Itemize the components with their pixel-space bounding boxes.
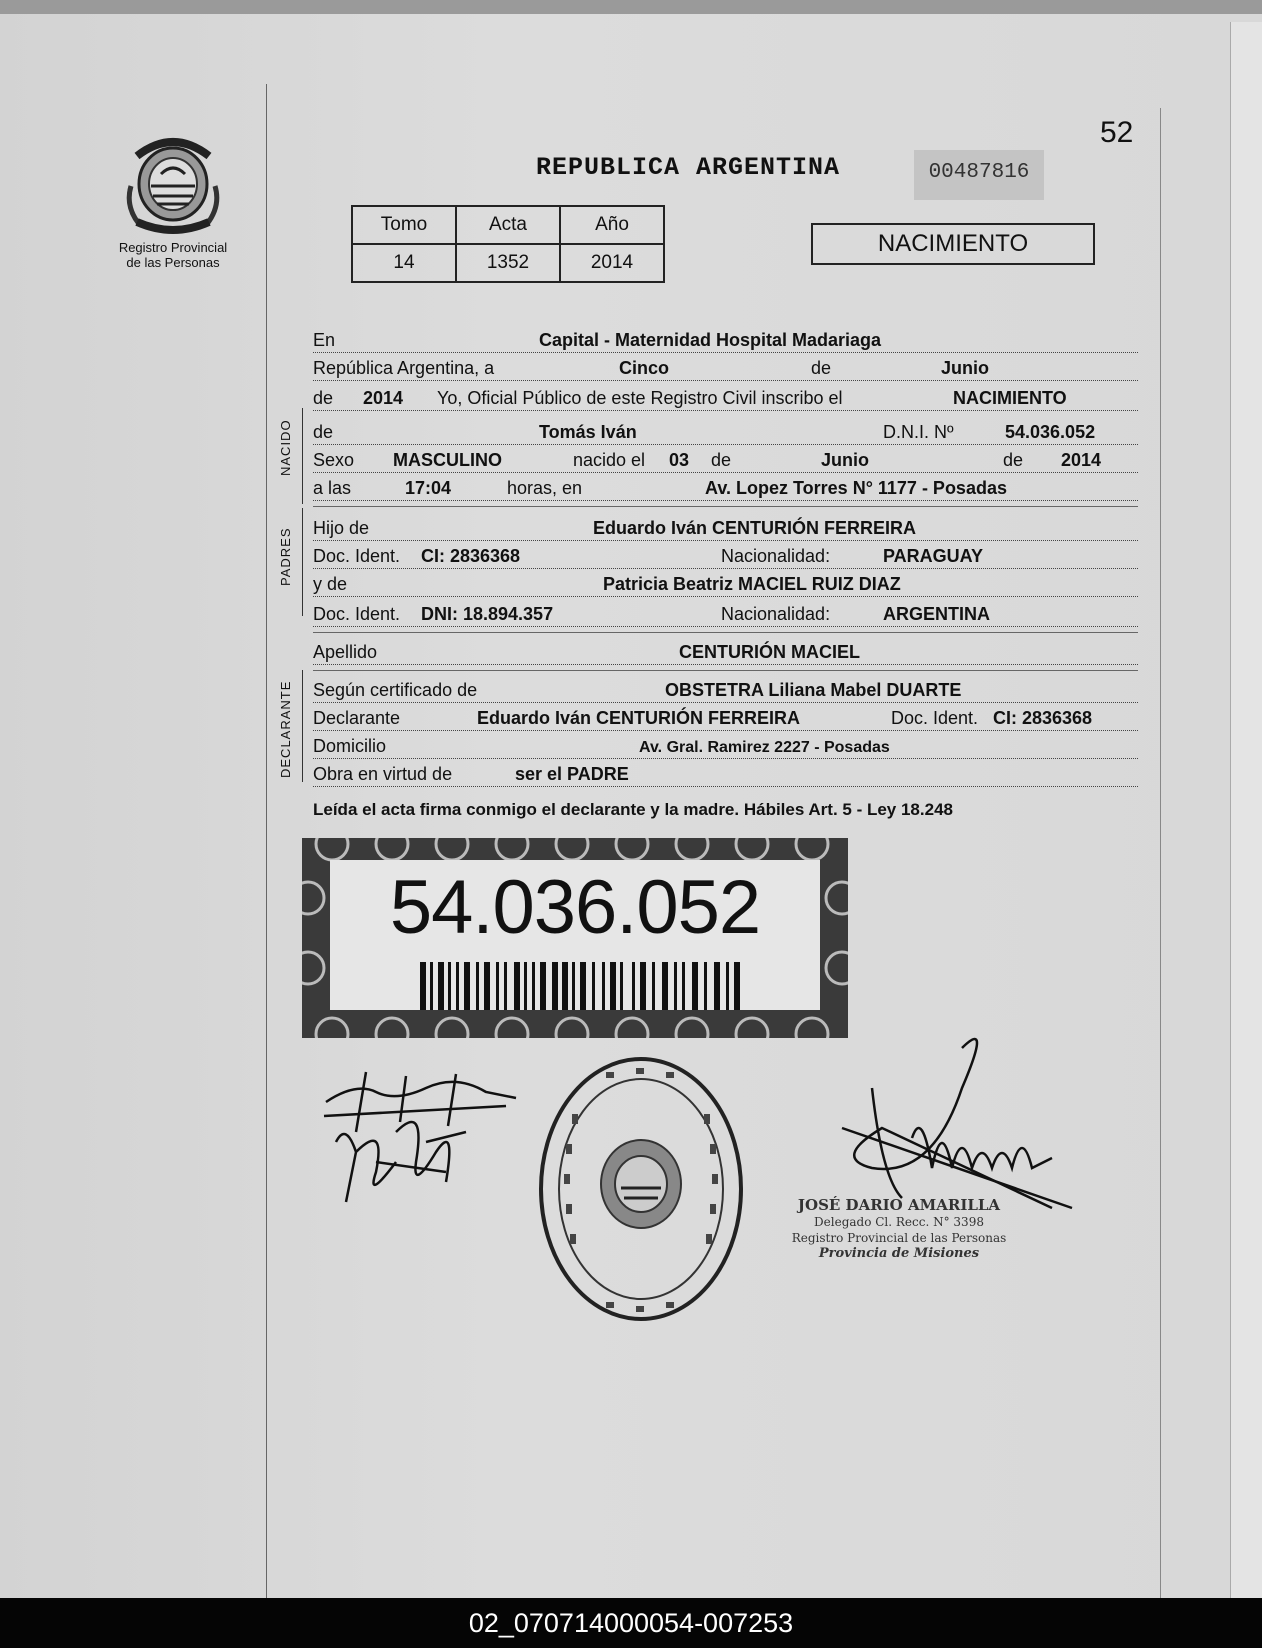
mother-value: Patricia Beatriz MACIEL RUIZ DIAZ: [603, 574, 901, 594]
official-stamp: [536, 1054, 746, 1324]
official-office: Registro Provincial de las Personas: [791, 1231, 1007, 1245]
section-label-declarante: DECLARANTE: [278, 680, 293, 778]
domicilio-label: Domicilio: [313, 736, 387, 756]
declarante-label: Declarante: [313, 708, 401, 728]
de-label: de: [811, 358, 832, 378]
id-number-sticker: [302, 838, 848, 1038]
official-signature: [812, 1028, 1092, 1218]
a-las-label: a las: [313, 478, 352, 498]
obra-value: ser el PADRE: [515, 764, 629, 784]
form-row-time: [313, 474, 1138, 501]
section-label-padres: PADRES: [278, 527, 293, 586]
form-row-sex: [313, 446, 1138, 473]
form-row-date: [313, 354, 1138, 381]
de-label-3: de: [1003, 450, 1024, 470]
de-label-2: de: [711, 450, 732, 470]
apellido-label: Apellido: [313, 642, 378, 662]
section-bracket-padres: [302, 508, 303, 616]
doc-label-mother: Doc. Ident.: [313, 604, 401, 624]
nationality-label-mother: Nacionalidad:: [721, 604, 831, 624]
sexo-value: MASCULINO: [393, 450, 502, 470]
surname-value: CENTURIÓN MACIEL: [679, 642, 860, 662]
father-doc-value: CI: 2836368: [421, 546, 521, 566]
month-value: Junio: [941, 358, 989, 378]
y-de-label: y de: [313, 574, 348, 594]
register-value-acta: 1352: [456, 244, 560, 282]
inscribed-value: NACIMIENTO: [953, 388, 1067, 408]
register-table: [351, 205, 665, 283]
form-row-surname: [313, 638, 1138, 665]
register-header-acta: Acta: [456, 206, 560, 244]
name-label: de: [313, 422, 334, 442]
margin-line-left: [266, 84, 267, 1598]
father-nationality-value: PARAGUAY: [883, 546, 984, 566]
official-name-stamp: [764, 1196, 1034, 1261]
form-row-mother: [313, 570, 1138, 597]
form-row-certificate: [313, 676, 1138, 703]
form-row-place: [313, 326, 1138, 353]
form-row-father: [313, 514, 1138, 541]
separator-1: [313, 506, 1138, 507]
horas-label: horas, en: [507, 478, 583, 498]
official-name: JOSÉ DARIO AMARILLA: [797, 1196, 1001, 1214]
republica-label: República Argentina, a: [313, 358, 495, 378]
record-type-box: NACIMIENTO: [811, 223, 1095, 265]
time-value: 17:04: [405, 478, 452, 498]
place-value: Capital - Maternidad Hospital Madariaga: [539, 330, 882, 350]
section-bracket-declarante: [302, 670, 303, 782]
declarant-value: Eduardo Iván CENTURIÓN FERREIRA: [477, 708, 801, 728]
province-logo: [118, 126, 228, 270]
certificate-value: OBSTETRA Liliana Mabel DUARTE: [665, 680, 962, 700]
section-label-nacido: NACIDO: [278, 419, 293, 476]
serial-number: 00487816: [914, 150, 1044, 200]
year-value: 2014: [363, 388, 404, 408]
declarant-doc-value: CI: 2836368: [993, 708, 1093, 728]
doc-label-declarant: Doc. Ident.: [891, 708, 979, 728]
form-row-address: [313, 732, 1138, 759]
nacido-label: nacido el: [573, 450, 646, 470]
hijo-label: Hijo de: [313, 518, 370, 538]
birth-year-value: 2014: [1061, 450, 1102, 470]
sticker-id-number: 54.036.052: [389, 865, 761, 950]
barcode-icon: [420, 962, 740, 1010]
margin-line-right: [1160, 108, 1161, 1598]
birth-place-value: Av. Lopez Torres N° 1177 - Posadas: [705, 478, 1007, 498]
official-province: Provincia de Misiones: [818, 1246, 980, 1261]
doc-label: Doc. Ident.: [313, 546, 401, 566]
certificate-label: Según certificado de: [313, 680, 478, 700]
obra-label: Obra en virtud de: [313, 764, 453, 784]
file-code-bar: 02_070714000054-007253: [0, 1598, 1262, 1648]
register-value-tomo: 14: [352, 244, 456, 282]
form-row-inscription: [313, 384, 1138, 411]
declarant-signature: [316, 1062, 526, 1212]
official-role: Delegado Cl. Recc. N° 3398: [814, 1215, 984, 1229]
closing-statement: Leída el acta firma conmigo el declarante y la madre. Hábiles Art. 5 - Ley 18.248: [313, 800, 953, 819]
birth-month-value: Junio: [821, 450, 869, 470]
scan-top-edge: [0, 0, 1262, 14]
address-value: Av. Gral. Ramirez 2227 - Posadas: [639, 739, 890, 756]
en-label: En: [313, 330, 336, 350]
section-bracket-nacido: [302, 408, 303, 504]
page-number: 52: [1100, 116, 1134, 149]
form-row-name: [313, 418, 1138, 445]
office-caption: [118, 240, 228, 270]
office-caption-line-1: Registro Provincial: [118, 240, 228, 255]
form-row-declarant: [313, 704, 1138, 731]
register-header-tomo: Tomo: [352, 206, 456, 244]
document-title: REPUBLICA ARGENTINA: [536, 153, 841, 182]
mother-nationality-value: ARGENTINA: [883, 604, 990, 624]
dni-label: D.N.I. Nº: [883, 422, 954, 442]
separator-2: [313, 632, 1138, 633]
name-value: Tomás Iván: [539, 422, 637, 442]
birth-day-value: 03: [669, 450, 690, 470]
father-value: Eduardo Iván CENTURIÓN FERREIRA: [593, 518, 917, 538]
register-value-ano: 2014: [560, 244, 664, 282]
de-label-year: de: [313, 388, 334, 408]
form-row-obra: [313, 760, 1138, 787]
sticker-label-area: [330, 860, 820, 1010]
yo-text: Yo, Oficial Público de este Registro Civil inscribo el: [437, 388, 843, 408]
day-words-value: Cinco: [619, 358, 670, 378]
page-right-edge: [1230, 22, 1262, 1598]
form-row-mother-doc: [313, 600, 1138, 627]
office-caption-line-2: de las Personas: [126, 255, 220, 270]
sexo-label: Sexo: [313, 450, 355, 470]
register-header-ano: Año: [560, 206, 664, 244]
separator-3: [313, 670, 1138, 671]
dni-value: 54.036.052: [1005, 422, 1096, 442]
nationality-label: Nacionalidad:: [721, 546, 831, 566]
form-row-father-doc: [313, 542, 1138, 569]
misiones-seal-icon: [123, 126, 223, 238]
mother-doc-value: DNI: 18.894.357: [421, 604, 554, 624]
